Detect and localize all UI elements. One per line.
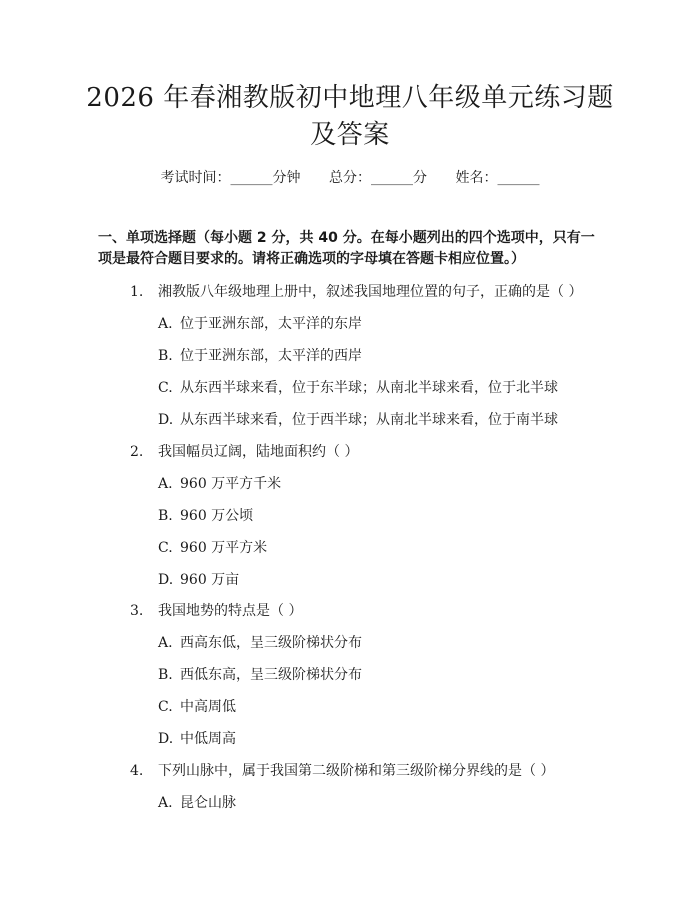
question-number: 2. bbox=[130, 444, 144, 460]
option-letter: A. bbox=[158, 476, 173, 492]
option-text: 西高东低，呈三级阶梯状分布 bbox=[180, 635, 362, 651]
student-name-field: 姓名：______ bbox=[455, 170, 540, 186]
total-score-field: 总分：______分 bbox=[329, 170, 427, 186]
question-1-option-c bbox=[158, 378, 558, 398]
option-letter: B. bbox=[158, 667, 173, 683]
option-letter: D. bbox=[158, 731, 174, 747]
question-text: 我国地势的特点是（ ） bbox=[158, 603, 303, 619]
question-3-option-d bbox=[158, 729, 236, 749]
option-text: 960 万平方米 bbox=[180, 540, 268, 556]
option-letter: C. bbox=[158, 699, 173, 715]
option-text: 昆仑山脉 bbox=[180, 795, 236, 811]
exam-time-field: 考试时间：______分钟 bbox=[160, 170, 301, 186]
option-letter: A. bbox=[158, 795, 173, 811]
question-4-option-a bbox=[158, 793, 236, 813]
section-heading-single-choice: 一、单项选择题（每小题 2 分，共 40 分。在每小题列出的四个选项中，只有一项是最符合题目要求的。请将正确选项的字母填在答题卡相应位置。） bbox=[98, 230, 595, 267]
question-1-stem bbox=[130, 282, 582, 302]
option-letter: D. bbox=[158, 572, 174, 588]
option-text: 中低周高 bbox=[180, 731, 236, 747]
question-2-option-b bbox=[158, 506, 253, 526]
option-text: 从东西半球来看，位于西半球；从南北半球来看，位于南半球 bbox=[180, 412, 558, 428]
option-letter: D. bbox=[158, 412, 174, 428]
question-number: 4. bbox=[130, 763, 144, 779]
option-text: 960 万公顷 bbox=[180, 508, 254, 524]
document-title bbox=[60, 80, 640, 154]
question-text: 湘教版八年级地理上册中，叙述我国地理位置的句子，正确的是（ ） bbox=[158, 284, 583, 300]
option-letter: C. bbox=[158, 380, 173, 396]
question-2-stem bbox=[130, 442, 358, 462]
option-letter: B. bbox=[158, 348, 173, 364]
question-3-stem bbox=[130, 601, 302, 621]
question-text: 下列山脉中，属于我国第二级阶梯和第三级阶梯分界线的是（ ） bbox=[158, 763, 555, 779]
question-2-option-d bbox=[158, 570, 239, 590]
question-number: 3. bbox=[130, 603, 144, 619]
question-3-option-c bbox=[158, 697, 236, 717]
option-letter: A. bbox=[158, 635, 173, 651]
option-text: 中高周低 bbox=[180, 699, 236, 715]
option-text: 位于亚洲东部，太平洋的东岸 bbox=[180, 316, 362, 332]
exam-info-line bbox=[0, 168, 700, 188]
option-text: 960 万平方千米 bbox=[180, 476, 282, 492]
option-letter: B. bbox=[158, 508, 173, 524]
option-letter: A. bbox=[158, 316, 173, 332]
title-line-2: 及答案 bbox=[310, 120, 390, 150]
question-text: 我国幅员辽阔，陆地面积约（ ） bbox=[158, 444, 359, 460]
question-1-option-a bbox=[158, 314, 362, 334]
question-1-option-b bbox=[158, 346, 362, 366]
option-text: 位于亚洲东部，太平洋的西岸 bbox=[180, 348, 362, 364]
option-letter: C. bbox=[158, 540, 173, 556]
option-text: 从东西半球来看，位于东半球；从南北半球来看，位于北半球 bbox=[180, 380, 558, 396]
question-3-option-b bbox=[158, 665, 362, 685]
question-2-option-a bbox=[158, 474, 281, 494]
option-text: 西低东高，呈三级阶梯状分布 bbox=[180, 667, 362, 683]
question-1-option-d bbox=[158, 410, 558, 430]
option-text: 960 万亩 bbox=[180, 572, 240, 588]
title-line-1: 2026 年春湘教版初中地理八年级单元练习题 bbox=[86, 83, 614, 113]
question-3-option-a bbox=[158, 633, 362, 653]
question-number: 1. bbox=[130, 284, 144, 300]
question-2-option-c bbox=[158, 538, 267, 558]
question-4-stem bbox=[130, 761, 554, 781]
